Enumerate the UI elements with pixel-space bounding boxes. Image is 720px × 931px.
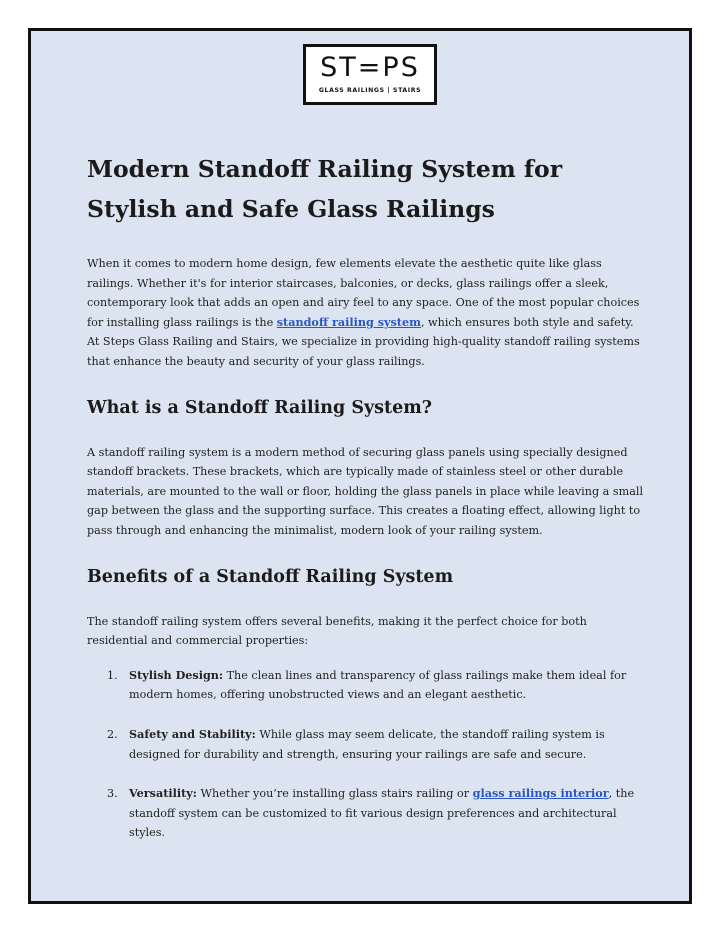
list-item-text: The clean lines and transparency of glass railings make them ideal for modern homes, offering unobstructed views and an elegant aesthetic. xyxy=(129,668,627,702)
page xyxy=(28,28,692,904)
glass-railings-interior-link[interactable]: glass railings interior xyxy=(472,786,609,801)
list-number: 3. xyxy=(107,787,118,801)
benefits-list xyxy=(87,666,647,843)
article-title: Modern Standoff Railing System for Stylish and Safe Glass Railings xyxy=(87,155,563,223)
intro-text-after: , which ensures both style and safety. At Steps Glass Railing and Stairs, we specialize in providing high-quality standoff railing systems that enhance the beauty and security of your glass railings. xyxy=(87,315,640,368)
list-item xyxy=(87,666,647,705)
list-item xyxy=(87,725,647,764)
list-item-text-after: , the standoff system can be customized to fit various design preferences and architectural styles. xyxy=(129,787,635,840)
what-is-heading: What is a Standoff Railing System? xyxy=(87,397,432,418)
benefits-heading: Benefits of a Standoff Railing System xyxy=(87,566,454,587)
steps-logo xyxy=(303,44,437,105)
article-content xyxy=(87,149,647,863)
list-item-text-before: Whether you’re installing glass stairs railing or xyxy=(196,787,473,801)
logo-wordmark: ST=PS xyxy=(320,52,420,83)
logo-tagline: GLASS RAILINGS | STAIRS xyxy=(318,87,422,94)
list-item-text: While glass may seem delicate, the standoff railing system is designed for durability and strength, ensuring your railings are safe and secure. xyxy=(129,727,605,761)
list-number: 2. xyxy=(107,727,118,741)
list-item-label: Safety and Stability: xyxy=(129,726,256,741)
list-item-label: Stylish Design: xyxy=(129,667,224,682)
list-item xyxy=(87,784,647,843)
standoff-railing-system-link[interactable]: standoff railing system xyxy=(276,314,421,329)
intro-text-before: When it comes to modern home design, few elements elevate the aesthetic quite like glass railings. Whether it's for interior staircases, balconies, or decks, glass railings offer a sleek, contemporary look that adds an open and airy feel to any space. One of the most popular choices for installing glass railings is the xyxy=(87,257,640,329)
what-is-paragraph: A standoff railing system is a modern method of securing glass panels using specially designed standoff brackets. These brackets, which are typically made of stainless steel or other durable materials, are mounted to the wall or floor, holding the glass panels in place while leaving a small gap between the glass and the supporting surface. This creates a floating effect, allowing light to pass through and enhancing the minimalist, modern look of your railing system. xyxy=(87,445,644,537)
list-item-label: Versatility: xyxy=(129,786,197,801)
intro-paragraph xyxy=(87,254,647,372)
benefits-intro-paragraph: The standoff railing system offers several benefits, making it the perfect choice for both residential and commercial properties: xyxy=(87,614,587,648)
list-number: 1. xyxy=(107,668,118,682)
